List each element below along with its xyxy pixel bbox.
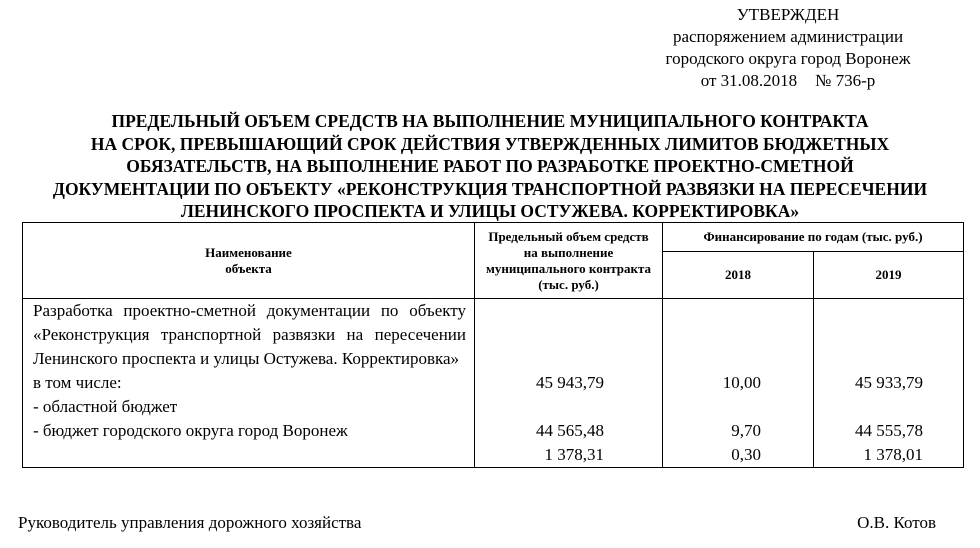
year-2018-cell <box>663 299 814 468</box>
limit-total: 45 943,79 <box>536 373 604 392</box>
y2018-empty <box>663 395 761 419</box>
title-line-5: ЛЕНИНСКОГО ПРОСПЕКТА И УЛИЦЫ ОСТУЖЕВА. КОРРЕКТИРОВКА» <box>180 201 800 221</box>
header-year-2018: 2018 <box>663 252 814 299</box>
approval-number: № 736-р <box>815 71 876 90</box>
title-line-2: НА СРОК, ПРЕВЫШАЮЩИЙ СРОК ДЕЙСТВИЯ УТВЕРЖДЕННЫХ ЛИМИТОВ БЮДЖЕТНЫХ <box>90 133 890 154</box>
header-limit <box>475 223 663 299</box>
city-budget-label: - бюджет городского округа город Воронеж <box>33 421 348 440</box>
y2018-regional: 9,70 <box>731 421 761 440</box>
y2019-empty <box>814 395 923 419</box>
approval-date: от 31.08.2018 <box>700 71 798 90</box>
document-title <box>6 110 974 223</box>
year-2019-cell <box>814 299 964 468</box>
limit-empty <box>475 395 604 419</box>
limit-regional: 44 565,48 <box>536 421 604 440</box>
financing-table <box>22 222 964 468</box>
header-object-name-text: Наименование объекта <box>205 244 292 276</box>
object-name: Разработка проектно-сметной документации по объекту «Реконструкция транспортной развязки на пересечении Ленинского проспекта и улицы Остужева. Корректировка» <box>33 301 466 368</box>
header-financing: Финансирование по годам (тыс. руб.) <box>663 223 964 252</box>
regional-budget-label: - областной бюджет <box>33 397 178 416</box>
y2019-total: 45 933,79 <box>855 373 923 392</box>
title-line-3: ОБЯЗАТЕЛЬСТВ, НА ВЫПОЛНЕНИЕ РАБОТ ПО РАЗРАБОТКЕ ПРОЕКТНО-СМЕТНОЙ <box>126 156 854 176</box>
header-limit-text: Предельный объем средств на выполнение муниципального контракта (тыс. руб.) <box>485 228 652 292</box>
approval-date-line <box>628 70 948 92</box>
y2019-city: 1 378,01 <box>863 445 923 464</box>
y2018-total: 10,00 <box>722 373 761 392</box>
header-object-name <box>23 223 475 299</box>
limit-city: 1 378,31 <box>544 445 604 464</box>
limit-cell <box>475 299 663 468</box>
signature-name: О.В. Котов <box>857 513 936 532</box>
y2019-regional: 44 555,78 <box>855 421 923 440</box>
object-cell <box>23 299 475 468</box>
including-label: в том числе: <box>33 373 122 392</box>
approval-heading: УТВЕРЖДЕН <box>736 5 840 24</box>
table-row <box>23 299 964 468</box>
approval-line-3: городского округа город Воронеж <box>665 49 911 68</box>
approval-stamp <box>628 4 948 92</box>
approval-line-2: распоряжением администрации <box>672 27 904 46</box>
title-line-1: ПРЕДЕЛЬНЫЙ ОБЪЕМ СРЕДСТВ НА ВЫПОЛНЕНИЕ МУНИЦИПАЛЬНОГО КОНТРАКТА <box>111 111 869 131</box>
header-year-2019: 2019 <box>814 252 964 299</box>
title-line-4: ДОКУМЕНТАЦИИ ПО ОБЪЕКТУ «РЕКОНСТРУКЦИЯ ТРАНСПОРТНОЙ РАЗВЯЗКИ НА ПЕРЕСЕЧЕНИИ <box>52 178 928 199</box>
y2018-city: 0,30 <box>731 445 761 464</box>
signature-position: Руководитель управления дорожного хозяйства <box>18 513 362 532</box>
